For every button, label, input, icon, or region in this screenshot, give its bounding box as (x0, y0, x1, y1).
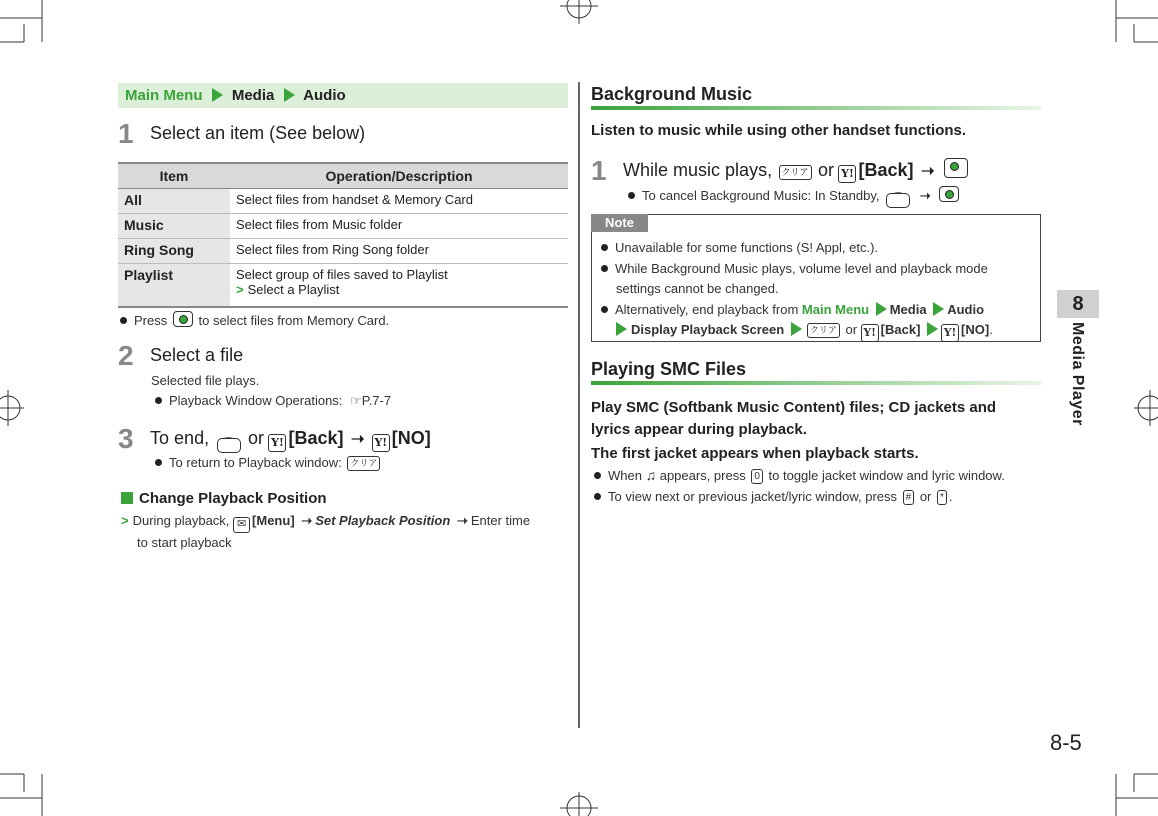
step-number: 1 (591, 155, 607, 186)
bullet-text: To view next or previous jacket/lyric window, press (608, 489, 898, 504)
arrow-right-icon: ➝ (456, 513, 468, 528)
table-row (118, 189, 568, 214)
note-media: Media (889, 301, 927, 317)
bg-step-bullet (628, 186, 961, 208)
yahoo-key-icon: Y! (838, 165, 856, 183)
or-text: or (247, 428, 264, 448)
table-row (118, 239, 568, 264)
smc-lead (591, 397, 996, 465)
table-row (118, 264, 568, 308)
step-2-bullet (155, 393, 391, 409)
bullet-icon (594, 493, 601, 500)
change-after: Enter time (470, 513, 531, 528)
star-key-icon: * (937, 490, 947, 505)
yahoo-key-icon: Y! (372, 434, 390, 452)
clear-key-icon: クリア (779, 165, 812, 180)
smc-bullet-2: To view next or previous jacket/lyric window, press # or * . (594, 486, 1005, 507)
table-cell-desc: Select files from Ring Song folder (230, 239, 568, 264)
bullet-text: appears, press (659, 468, 746, 483)
green-square-icon (121, 492, 133, 504)
operations-table (118, 162, 568, 308)
or-text: or (919, 489, 932, 504)
chapter-tab: 8 (1057, 290, 1099, 318)
smc-lead-line: The first jacket appears when playback starts. (591, 445, 919, 462)
yahoo-key-icon: Y! (941, 324, 959, 342)
change-line2: to start playback (137, 535, 232, 550)
note-tag: Note (591, 214, 648, 232)
note-bullet-3 (601, 300, 1031, 321)
note-display: Display Playback Screen (631, 322, 785, 337)
step-text: Select a file (150, 345, 244, 365)
bullet-text: When (608, 468, 642, 483)
heading-underline (591, 106, 1041, 110)
step-text: While music plays, (623, 160, 773, 180)
breadcrumb-media: Media (231, 87, 275, 104)
change-title: Change Playback Position (139, 490, 327, 507)
note-text: While Background Music plays, volume level and playback mode (615, 260, 988, 276)
back-label: [Back] (858, 160, 914, 180)
note-box (591, 214, 1041, 342)
smc-bullets (594, 465, 1005, 507)
triangle-arrow-icon (791, 322, 802, 336)
heading-underline (591, 381, 1041, 385)
back-label: [Back] (880, 322, 921, 337)
table-row (118, 214, 568, 239)
note-bullet-2 (601, 259, 1031, 280)
column-header: Operation/Description (230, 163, 568, 189)
page-number: 8-5 (1050, 730, 1082, 755)
center-key-icon (173, 311, 193, 327)
music-note-icon: ♫ (645, 467, 657, 483)
note-bullet-1 (601, 238, 1031, 259)
step-number: 2 (118, 340, 134, 371)
arrow-right-icon: ➝ (919, 188, 931, 203)
bullet-text: Playback Window Operations: (169, 393, 343, 408)
step-2 (118, 340, 243, 372)
bullet-icon (155, 459, 162, 466)
smc-heading: Playing SMC Files (591, 359, 747, 379)
bg-step-1 (591, 155, 970, 187)
arrow-right-icon: ➝ (301, 513, 313, 528)
chapter-label: Media Player (1069, 322, 1086, 426)
press-note (120, 311, 389, 328)
bullet-icon (120, 317, 127, 324)
chevron-right-icon: > (121, 513, 129, 528)
table-cell-item: All (118, 189, 230, 214)
table-header-row (118, 163, 568, 189)
bullet-icon (155, 397, 162, 404)
step-1 (118, 118, 365, 150)
background-music-heading: Background Music (591, 84, 753, 104)
step-2-sub: Selected file plays. (151, 373, 260, 388)
yahoo-key-icon: Y! (268, 434, 286, 452)
press-note-after: to select files from Memory Card. (198, 313, 390, 328)
table-cell-item: Ring Song (118, 239, 230, 264)
chevron-right-icon: > (236, 282, 244, 297)
center-key-icon (944, 158, 968, 178)
hash-key-icon: # (903, 490, 915, 505)
background-music-lead: Listen to music while using other handset functions. (591, 122, 967, 139)
triangle-arrow-icon (876, 302, 887, 316)
bullet-icon (628, 192, 635, 199)
bullet-text: To cancel Background Music: In Standby, (642, 188, 880, 203)
center-key-icon (939, 186, 959, 202)
or-text: or (818, 160, 835, 180)
triangle-arrow-icon (212, 88, 223, 102)
clear-key-icon: クリア (807, 323, 840, 338)
smc-lead-line: lyrics appear during playback. (591, 421, 807, 438)
step-3 (118, 423, 431, 455)
zero-key-icon: 0 (751, 469, 763, 484)
or-text: or (845, 322, 858, 337)
note-text: Alternatively, end playback from (615, 301, 799, 317)
no-label: [NO] (391, 428, 431, 448)
bullet-icon (601, 265, 608, 272)
table-cell-sub: Select a Playlist (247, 282, 340, 297)
action-label: Set Playback Position (315, 513, 451, 528)
yahoo-key-icon: Y! (861, 324, 879, 342)
triangle-arrow-icon (616, 322, 627, 336)
bullet-icon (601, 306, 608, 313)
step-number: 1 (118, 118, 134, 149)
table-cell-desc (230, 264, 568, 308)
bullet-text: To return to Playback window: (169, 455, 342, 470)
triangle-arrow-icon (927, 322, 938, 336)
reference-icon: ☞ (350, 393, 362, 408)
table-cell-desc-text: Select group of files saved to Playlist (236, 267, 448, 282)
triangle-arrow-icon (933, 302, 944, 316)
table-cell-item: Music (118, 214, 230, 239)
no-label: [NO] (961, 322, 990, 337)
press-note-before: Press (134, 313, 168, 328)
clear-key-icon: クリア (347, 456, 380, 471)
change-before: During playback, (132, 513, 230, 528)
smc-lead-line: Play SMC (Softbank Music Content) files; CD jackets and (591, 399, 997, 416)
step-text: Select an item (See below) (150, 123, 366, 143)
table-cell-item: Playlist (118, 264, 230, 308)
column-header: Item (118, 163, 230, 189)
note-text: Unavailable for some functions (S! Appl, etc.). (615, 240, 879, 255)
step-text: To end, (150, 428, 210, 448)
step-number: 3 (118, 423, 134, 454)
change-position-heading (121, 490, 327, 507)
menu-label: [Menu] (252, 513, 295, 528)
end-key-icon: ⌒ (217, 438, 241, 453)
change-position-steps (121, 511, 566, 553)
breadcrumb-main-menu: Main Menu (125, 87, 203, 104)
smc-bullet-1 (594, 465, 1005, 486)
end-key-icon: ⌒ (886, 193, 910, 208)
breadcrumb (118, 83, 568, 108)
note-audio: Audio (947, 301, 985, 317)
table-cell-desc: Select files from Music folder (230, 214, 568, 239)
bullet-text: to toggle jacket window and lyric window. (768, 468, 1005, 483)
note-content (601, 238, 1031, 342)
step-3-bullet (155, 455, 382, 471)
mail-key-icon: ✉ (233, 517, 250, 533)
triangle-arrow-icon (284, 88, 295, 102)
note-bullet-3-cont: Display Playback Screen クリア or Y! [Back] Y! [NO]. (601, 320, 1031, 342)
page-reference: P.7-7 (361, 393, 392, 408)
back-label: [Back] (288, 428, 344, 448)
breadcrumb-audio: Audio (303, 87, 346, 104)
note-text: settings cannot be changed. (616, 281, 779, 296)
note-main-menu: Main Menu (801, 301, 870, 317)
arrow-right-icon: ➝ (350, 431, 365, 448)
table-cell-desc: Select files from handset & Memory Card (230, 189, 568, 214)
bullet-icon (601, 244, 608, 251)
arrow-right-icon: ➝ (920, 163, 935, 180)
bullet-icon (594, 472, 601, 479)
